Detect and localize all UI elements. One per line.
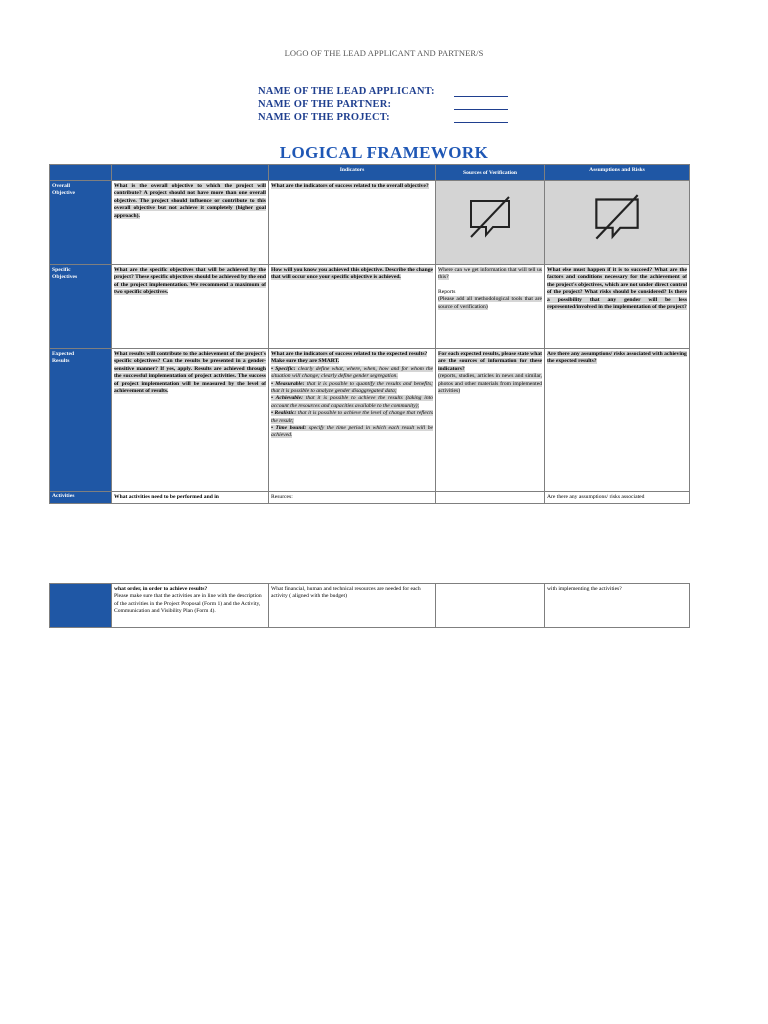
specific-sources-cell[interactable] [436,265,545,349]
activities-resources-cell[interactable]: Resurces: [269,492,436,504]
header-indicators: Indicators [269,165,436,181]
smart-text: that it is possible to achieve the results (taking into account the resources and capacities available to the community); [271,395,433,409]
activities-row-continued [50,584,690,628]
activities-sources-cell-continued[interactable] [436,584,545,628]
expected-ind-smart [271,358,433,365]
not-applicable-icon [547,183,687,253]
specific-description: What are the specific objectives that will be achieved by the project? These specific objectives should be achieved by the end of the project implementation. We recommend a maximum of two specific objectives. [114,267,266,296]
row-label-line: Specific [52,267,71,273]
highlighted-text: Make sure they are SMART. [271,358,340,365]
specific-indicators: How will you know you achieved this objective. Describe the change that will occur once your specific objective is achieved. [271,267,433,281]
highlighted-text: (reports, studies, articles in news and similar, photos and other materials from implemented activities) [438,373,542,395]
lead-applicant-row [258,84,508,97]
partner-label: NAME OF THE PARTNER: [258,99,392,110]
activities-description-cell-continued[interactable] [112,584,269,628]
highlighted-text: What are the indicators of success related to the expected results? [271,351,428,357]
header-sources: Sources of Verification [436,165,545,181]
smart-text: that it is possible to quantify the results and benefits; that it is possible to analyze gender disaggregated data; [271,380,433,395]
overall-assumptions-cell [545,181,690,265]
activities-question: what order, in order to achieve results? [114,586,208,592]
row-label-activities: Activities [50,492,112,504]
specific-objectives-row [50,265,690,349]
logframe-table-continued [49,583,690,628]
row-label-line: Expected [52,351,75,357]
specific-description-cell[interactable] [112,265,269,349]
project-names-block [258,84,508,123]
lead-applicant-blank[interactable] [454,87,508,97]
expected-description-cell[interactable] [112,349,269,492]
smart-specific [271,366,433,381]
project-blank[interactable] [454,113,508,123]
smart-text: that it is possible to achieve the level of change that reflects the result; [271,410,433,424]
smart-label: • Achievable: [271,395,303,402]
smart-label: • Realistic: [271,410,297,417]
smart-label: • Measurable: [271,380,305,387]
row-label-overall [50,181,112,265]
logo-placeholder-text: LOGO OF THE LEAD APPLICANT AND PARTNER/S [284,48,484,58]
smart-measurable [271,381,433,396]
specific-sources-note [438,296,542,311]
activities-assumptions-cell-continued[interactable]: with implementing the activities? [545,584,690,628]
highlighted-text: For each expected results, please state what are the sources of information for these indicators? [438,351,542,372]
specific-sources-question [438,267,542,282]
smart-timebound [271,425,433,440]
expected-description: What results will contribute to the achievement of the project's specific objectives? Can the results be presented in a gender-sensitive manner? If yes, apply. Results are achieved through the successful implementation of project activities. The success of project implementation will be measured by the level of achievement of results. [114,351,266,395]
page-title: LOGICAL FRAMEWORK [279,143,489,162]
activities-resources-cell-continued[interactable]: What financial, human and technical resources are needed for each activity ( aligned with the budget) [269,584,436,628]
partner-blank[interactable] [454,100,508,110]
smart-realistic [271,410,433,425]
expected-sources-examples [438,373,542,395]
highlighted-text: Where can we get information that will tell us this? [438,267,542,281]
smart-label: • Time bound: [271,425,307,432]
smart-achievable [271,395,433,410]
row-label-specific [50,265,112,349]
highlighted-text: (Please add all methodological tools that are source of verification) [438,296,542,310]
expected-sources-question [438,351,542,373]
specific-sources-reports: Reports [438,288,456,295]
activities-row [50,492,690,504]
specific-indicators-cell[interactable] [269,265,436,349]
overall-indicators: What are the indicators of success related to the overall objective? [271,183,429,189]
overall-objective-row [50,181,690,265]
row-label-line: Overall [52,183,71,189]
expected-results-row [50,349,690,492]
overall-description: What is the overall objective to which the project will contribute? A project should not have more than one overall objective. The project should influence or contribute to this overall objective but not achieve it completely (higher goal approach). [114,183,266,219]
row-label-line: Results [52,358,70,365]
overall-sources-cell [436,181,545,265]
expected-ind-intro [271,351,433,358]
activities-assumptions-cell[interactable]: Are there any assumptions/ risks associated [545,492,690,504]
activities-note: Please make sure that the activities are in line with the description of the activities in the Project Proposal (Form 1) and the Activity, Communication and Visibility Plan (Form 4). [114,593,262,615]
header-cell-empty-2 [112,165,269,181]
expected-assumptions-cell[interactable] [545,349,690,492]
smart-label: • Specific: [271,365,296,372]
smart-text: clearly define what, where, when, how and for whom the situation will change; clearly define gender segregation. [271,365,433,380]
not-applicable-icon [438,183,542,253]
project-row [258,110,508,123]
row-label-line: Objectives [52,274,78,281]
overall-indicators-cell[interactable] [269,181,436,265]
project-label: NAME OF THE PROJECT: [258,112,390,123]
header-cell-empty-1 [50,165,112,181]
header-assumptions: Assumptions and Risks [545,165,690,181]
partner-row [258,97,508,110]
table-header-row [50,165,690,181]
expected-indicators-cell[interactable] [269,349,436,492]
smart-text: specify the time period in which each result will be achieved. [271,425,434,439]
expected-sources-cell[interactable] [436,349,545,492]
activities-sources-cell[interactable] [436,492,545,504]
activities-description-cell[interactable]: What activities need to be performed and in [112,492,269,504]
lead-applicant-label: NAME OF THE LEAD APPLICANT: [258,86,435,97]
row-label-line: Objective [52,190,75,197]
row-label-activities-continued [50,584,112,628]
specific-assumptions: What else must happen if it is to succeed? What are the factors and conditions necessary for the achievement of the project's objectives, which are not under direct control of the project? What risks should be considered? Is there a possibility that any gender will be less represented/involved in the implementation of the project? [547,267,687,311]
overall-description-cell[interactable] [112,181,269,265]
expected-assumptions: Are there any assumptions/ risks associated with achieving the expected results? [547,351,687,365]
specific-assumptions-cell[interactable] [545,265,690,349]
logframe-table [49,164,690,504]
row-label-expected [50,349,112,492]
